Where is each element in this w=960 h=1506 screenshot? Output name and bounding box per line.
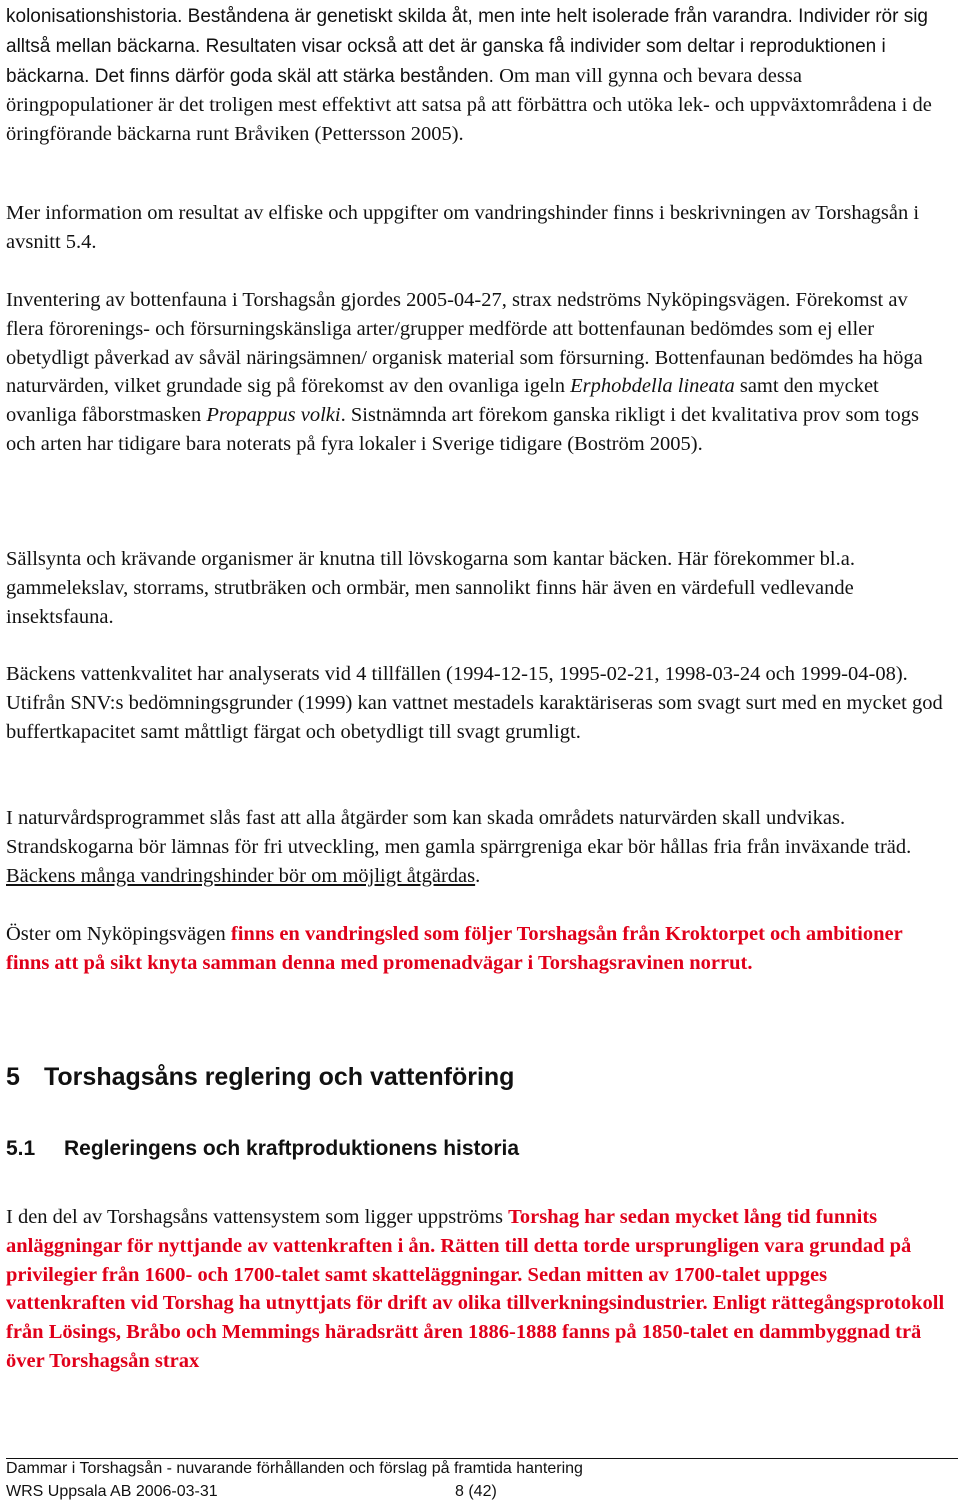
nature-program-text: I naturvårdsprogrammet slås fast att alla åtgärder som kan skada områdets naturvärden skall undvikas. Strandskogarna bör lämnas för fri utveckling, men gamla spärrgreniga ekar bör hållas fria från inväxande träd. xyxy=(6,807,912,858)
subsection-title: Regleringens och kraftproduktionens historia xyxy=(64,1137,520,1160)
section-number: 5 xyxy=(6,1063,20,1091)
footer-company-date: WRS Uppsala AB 2006-03-31 xyxy=(6,1483,218,1500)
walking-trail-red-text: finns en vandringsled som följer Torshagsån från Kroktorpet och ambitioner finns att på sikt knyta samman denna med promenadvägar i Torshagsravinen norrut. xyxy=(6,923,903,974)
paragraph-rare-organisms: Sällsynta och krävande organismer är knutna till lövskogarna som kantar bäcken. Här förekommer bl.a. gammelekslav, storrams, strutbräken och ormbär, men sannolikt finns här även en värdefull vedlevande insektsfauna. xyxy=(6,548,855,628)
paragraph-trout-genetics xyxy=(6,2,946,149)
bottenfauna-text-a: Inventering av bottenfauna i Torshagsån gjordes 2005-04-27, strax nedströms Nyköpingsvägen. Förekomst av flera förorenings- och försurningskänsliga arter/grupper medförde att bottenfaunan bedömdes som ej eller obetydligt påverkad av såväl näringsämnen/ organisk material som försurning. Bottenfaunan bedömdes ha höga naturvärden, vilket grundade sig på förekomst av den ovanliga igeln xyxy=(6,289,923,398)
paragraph-elfiske-info: Mer information om resultat av elfiske och uppgifter om vandringshinder finns i beskrivningen av Torshagsån i avsnitt 5.4. xyxy=(6,202,920,253)
bottenfauna-text-b: samt den mycket ovanliga fåborstmasken xyxy=(6,375,879,427)
footer-rule xyxy=(6,1458,958,1459)
paragraph-continuation: Om man vill gynna och bevara dessa öringpopulationer är det troligen mest effektivt att satsa på att förbättra och utöka lek- och uppväxtområdena i de öringförande bäckarna runt Bråviken (Pettersson 2005). xyxy=(6,64,932,146)
section-heading-5-1 xyxy=(6,1137,519,1161)
species-erphobdella: Erphobdella lineata xyxy=(570,375,735,398)
subsection-number: 5.1 xyxy=(6,1137,36,1160)
paragraph-lead-text: kolonisationshistoria. Beståndena är genetiskt skilda åt, men inte helt isolerade från varandra. Individer rör sig alltså mellan bäckarna. Resultaten visar också att det är ganska få individer som deltar i reproduktionen i bäckarna. Det finns därför goda skäl att stärka bestånden. xyxy=(6,6,929,87)
paragraph-regulation-history xyxy=(6,1203,946,1376)
migration-barriers-underlined: Bäckens många vandringshinder bör om möjligt åtgärdas xyxy=(6,864,476,887)
regulation-history-text: I den del av Torshagsåns vattensystem som ligger uppströms xyxy=(6,1206,509,1228)
regulation-history-red-text: Torshag har sedan mycket lång tid funnits anläggningar för nyttjande av vattenkraften i ån. Rätten till detta torde ursprungligen vara grundad på privilegier från 1600- och 1700-talet samt skatteläggningar. Sedan mitten av 1700-talet uppges vattenkraften vid Torshag ha utnyttjats för drift av olika tillverkningsindustrier. Enligt rättegångsprotokoll från Lösings, Bråbo och Memmings häradsrätt åren 1886-1888 fanns på 1850-talet en dammbyggnad trä över Torshagsån strax xyxy=(6,1206,945,1372)
section-title: Torshagsåns reglering och vattenföring xyxy=(44,1063,515,1091)
species-propappus: Propappus volki xyxy=(206,404,341,427)
paragraph-nature-program xyxy=(6,804,946,890)
walking-trail-text: Öster om Nyköpingsvägen xyxy=(6,923,231,945)
bottenfauna-text-c: . Sistnämnda art förekom ganska rikligt i det kvalitativa prov som togs och arten har tidigare bara noterats på fyra lokaler i Sverige tidigare (Boström 2005). xyxy=(6,404,920,455)
paragraph-bottenfauna xyxy=(6,286,946,459)
paragraph-water-quality: Bäckens vattenkvalitet har analyserats vid 4 tillfällen (1994-12-15, 1995-02-21, 1998-03-24 och 1999-04-08). Utifrån SNV:s bedömningsgrunder (1999) kan vattnet mestadels karaktäriseras som svagt surt med en mycket god buffertkapacitet samt måttligt färgat och obetydligt till svagt grumligt. xyxy=(6,663,943,743)
nature-program-end: . xyxy=(475,864,481,887)
footer-title: Dammar i Torshagsån - nuvarande förhållanden och förslag på framtida hantering xyxy=(6,1460,583,1477)
footer-page-number: 8 (42) xyxy=(455,1483,497,1500)
section-heading-5 xyxy=(6,1063,514,1092)
paragraph-walking-trail xyxy=(6,920,946,978)
